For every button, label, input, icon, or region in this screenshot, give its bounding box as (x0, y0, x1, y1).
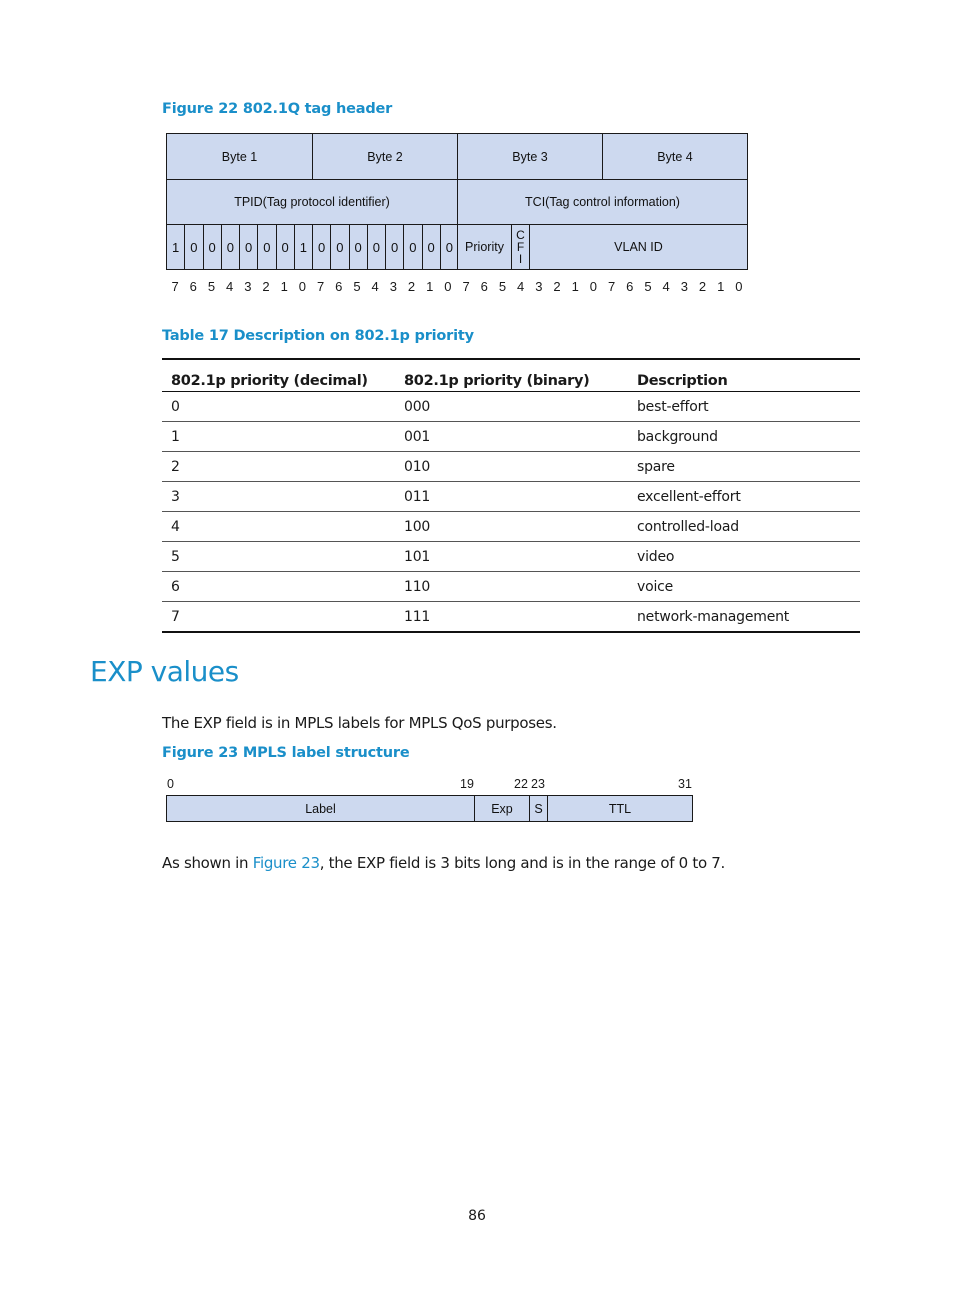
ttl-field: TTL (547, 795, 693, 822)
table-row (162, 482, 860, 512)
cell-description: video (628, 542, 860, 572)
bit-number: 7 (607, 279, 616, 294)
closing-prefix: As shown in (162, 854, 253, 872)
cell-description: best-effort (628, 392, 860, 422)
bit-mark-31: 31 (678, 777, 692, 791)
cell-description: voice (628, 572, 860, 602)
bit-number: 3 (535, 279, 543, 294)
priority-table (162, 358, 860, 633)
bit-number: 2 (553, 279, 561, 294)
cell-binary: 000 (395, 392, 628, 422)
cell-binary: 110 (395, 572, 628, 602)
priority-cell: Priority (457, 224, 512, 270)
page-number: 86 (468, 1208, 486, 1224)
cell-description: excellent-effort (628, 482, 860, 512)
vlan-id-cell: VLAN ID (529, 224, 748, 270)
cell-binary: 111 (404, 608, 431, 625)
bit-number: 6 (335, 279, 343, 294)
column-header-binary: 802.1p priority (binary) (395, 359, 628, 392)
cell-binary: 101 (395, 542, 628, 572)
bit-number: 2 (407, 279, 416, 294)
bit-number: 5 (498, 279, 507, 294)
bit-number: 6 (480, 279, 488, 294)
bit-number: 4 (517, 279, 525, 294)
table-row (162, 392, 860, 422)
column-header-decimal: 802.1p priority (decimal) (162, 359, 395, 392)
bit-number: 0 (298, 279, 307, 294)
bit-mark-19: 19 (460, 777, 474, 791)
bit-number: 0 (589, 279, 598, 294)
tpid-cell: TPID(Tag protocol identifier) (166, 179, 458, 225)
cell-decimal: 1 (162, 422, 395, 452)
table-17-caption: Table 17 Description on 802.1p priority (162, 328, 474, 344)
tpid-bit-cell: 1 (294, 224, 313, 270)
cell-description: controlled-load (628, 512, 860, 542)
figure-22-caption: Figure 22 802.1Q tag header (162, 101, 393, 117)
column-header-description: Description (628, 359, 860, 392)
closing-paragraph (162, 854, 725, 872)
byte-4-cell: Byte 4 (602, 133, 748, 180)
dot1q-tag-diagram (166, 133, 748, 270)
bit-number: 3 (680, 279, 688, 294)
cell-decimal: 7 (171, 608, 180, 625)
bit-number: 0 (735, 279, 743, 294)
cfi-letter: I (518, 252, 523, 266)
bit-number: 7 (462, 279, 470, 294)
label-field: Label (166, 795, 475, 822)
bit-number: 2 (698, 279, 707, 294)
bit-number: 3 (244, 279, 252, 294)
bit-number: 7 (316, 279, 325, 294)
bit-number: 5 (644, 279, 652, 294)
bit-number: 4 (662, 279, 670, 294)
cell-decimal: 2 (162, 452, 395, 482)
table-row (162, 572, 860, 602)
bit-mark-22: 22 (514, 777, 528, 791)
table-row (162, 422, 860, 452)
tpid-bit-cell: 0 (349, 224, 368, 270)
cfi-cell (511, 224, 530, 270)
tpid-bit-cell: 0 (422, 224, 441, 270)
byte-2-cell: Byte 2 (312, 133, 458, 180)
cell-binary: 010 (395, 452, 628, 482)
cell-description: network-management (637, 608, 790, 625)
table-row (162, 512, 860, 542)
bit-number: 1 (571, 279, 579, 294)
closing-suffix: , the EXP field is 3 bits long and is in the range of 0 to 7. (319, 854, 726, 872)
cfi-letter: C (516, 228, 525, 242)
tpid-bit-cell: 0 (203, 224, 222, 270)
cell-decimal: 5 (162, 542, 395, 572)
bit-number: 4 (371, 279, 379, 294)
bit-mark-0: 0 (167, 777, 174, 791)
s-field: S (529, 795, 548, 822)
cell-decimal: 0 (162, 392, 395, 422)
table-row (162, 602, 860, 633)
cell-decimal: 6 (162, 572, 395, 602)
tpid-bit-cell: 0 (367, 224, 386, 270)
tpid-bit-cell: 0 (330, 224, 349, 270)
tpid-bit-cell: 0 (312, 224, 331, 270)
bit-number: 7 (171, 279, 179, 294)
tpid-bit-cell: 0 (257, 224, 276, 270)
figure-23-caption: Figure 23 MPLS label structure (162, 745, 410, 761)
cell-description: spare (628, 452, 860, 482)
bit-number: 4 (226, 279, 234, 294)
intro-paragraph: The EXP field is in MPLS labels for MPLS QoS purposes. (162, 714, 557, 732)
tpid-bit-cell: 0 (385, 224, 404, 270)
section-title: EXP values (90, 655, 239, 688)
table-header-row (162, 359, 860, 392)
bit-number: 1 (280, 279, 288, 294)
bit-number: 3 (389, 279, 397, 294)
cell-decimal: 3 (162, 482, 395, 512)
tpid-bit-cell: 0 (221, 224, 240, 270)
mpls-label-diagram (166, 795, 693, 822)
tpid-bit-cell: 1 (166, 224, 185, 270)
byte-3-cell: Byte 3 (457, 133, 603, 180)
table-row (162, 452, 860, 482)
bit-number: 5 (207, 279, 216, 294)
cfi-letter: F (516, 240, 525, 254)
tpid-bit-cell: 0 (276, 224, 295, 270)
bit-mark-23: 23 (531, 777, 545, 791)
figure-23-link[interactable]: Figure 23 (252, 854, 320, 872)
bit-number: 0 (444, 279, 452, 294)
cell-decimal: 4 (162, 512, 395, 542)
bit-number: 5 (353, 279, 361, 294)
tpid-bit-cell: 0 (403, 224, 422, 270)
byte-1-cell: Byte 1 (166, 133, 313, 180)
exp-field: Exp (474, 795, 530, 822)
cell-binary: 011 (395, 482, 628, 512)
table-row (162, 542, 860, 572)
cell-description: background (628, 422, 860, 452)
bit-number: 1 (426, 279, 434, 294)
bit-number: 2 (262, 279, 270, 294)
bit-number: 6 (189, 279, 197, 294)
bit-number: 6 (626, 279, 634, 294)
cell-binary: 001 (395, 422, 628, 452)
tpid-bit-cell: 0 (184, 224, 203, 270)
bit-number: 1 (717, 279, 725, 294)
tci-cell: TCI(Tag control information) (457, 179, 748, 225)
cell-binary: 100 (395, 512, 628, 542)
tpid-bit-cell: 0 (239, 224, 258, 270)
tpid-bit-cell: 0 (440, 224, 459, 270)
bit-number-row (166, 279, 748, 297)
